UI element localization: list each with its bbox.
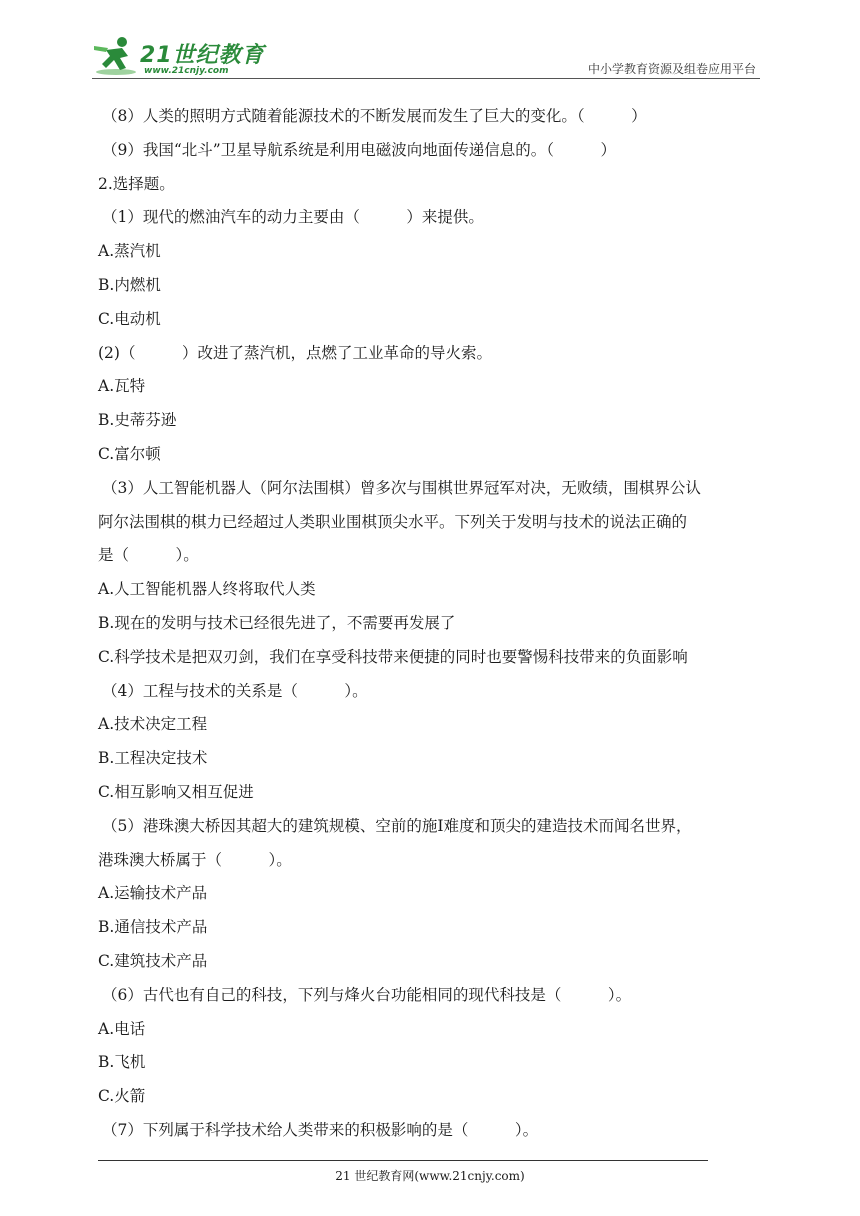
- question-2-option-b: B.史蒂芬逊: [98, 411, 177, 430]
- question-6-option-a: A.电话: [98, 1019, 146, 1038]
- page-header: [92, 30, 760, 80]
- question-5-option-c: C.建筑技术产品: [98, 951, 208, 970]
- question-1-stem: （1）现代的燃油汽车的动力主要由（ ）来提供。: [102, 208, 484, 227]
- question-3-option-b: B.现在的发明与技术已经很先进了，不需要再发展了: [98, 613, 456, 632]
- question-6-stem: （6）古代也有自己的科技，下列与烽火台功能相同的现代科技是（ ）。: [102, 985, 632, 1004]
- question-5-option-b: B.通信技术产品: [98, 918, 208, 937]
- question-1-option-b: B.内燃机: [98, 275, 161, 294]
- question-2-option-c: C.富尔顿: [98, 444, 161, 463]
- question-3-stem-line-3: 是（ ）。: [98, 546, 199, 565]
- question-5-stem-line-2: 港珠澳大桥属于（ ）。: [98, 850, 292, 869]
- question-4-option-a: A.技术决定工程: [98, 715, 208, 734]
- question-3-stem-line-1: （3）人工智能机器人（阿尔法围棋）曾多次与围棋世界冠军对决，无败绩，围棋界公认: [102, 478, 701, 497]
- runner-logo-icon: [92, 34, 140, 78]
- question-1-option-c: C.电动机: [98, 309, 161, 328]
- question-6-option-c: C.火箭: [98, 1087, 146, 1106]
- document-body: [98, 100, 768, 1148]
- question-4-option-c: C.相互影响又相互促进: [98, 782, 254, 801]
- footer-link[interactable]: 21 世纪教育网(www.21cnjy.com): [335, 1169, 525, 1183]
- logo-text: 21世纪教育: [140, 43, 265, 68]
- question-9-true-false: （9）我国“北斗”卫星导航系统是利用电磁波向地面传递信息的。（ ）: [102, 140, 616, 159]
- logo-url: www.21cnjy.com: [144, 66, 229, 76]
- site-logo[interactable]: [92, 34, 282, 78]
- question-3-option-a: A.人工智能机器人终将取代人类: [98, 580, 316, 599]
- section-heading-choice: 2.选择题。: [98, 174, 175, 193]
- question-4-option-b: B.工程决定技术: [98, 749, 208, 768]
- question-7-stem: （7）下列属于科学技术给人类带来的积极影响的是（ ）。: [102, 1120, 539, 1139]
- question-6-option-b: B.飞机: [98, 1053, 146, 1072]
- question-1-option-a: A.蒸汽机: [98, 242, 161, 261]
- question-3-option-c: C.科学技术是把双刃剑，我们在享受科技带来便捷的同时也要警惕科技带来的负面影响: [98, 647, 688, 666]
- question-3-stem-line-2: 阿尔法围棋的棋力已经超过人类职业围棋顶尖水平。下列关于发明与技术的说法正确的: [98, 512, 688, 531]
- question-5-option-a: A.运输技术产品: [98, 884, 208, 903]
- question-2-option-a: A.瓦特: [98, 377, 146, 396]
- question-2-stem: (2)（ ）改进了蒸汽机，点燃了工业革命的导火索。: [98, 343, 492, 362]
- question-8-true-false: （8）人类的照明方式随着能源技术的不断发展而发生了巨大的变化。（ ）: [102, 107, 647, 125]
- question-5-stem-line-1: （5）港珠澳大桥因其超大的建筑规模、空前的施Ⅰ难度和顶尖的建造技术而闻名世界，: [102, 816, 692, 835]
- footer-divider: [98, 1160, 708, 1161]
- question-4-stem: （4）工程与技术的关系是（ ）。: [102, 681, 368, 700]
- site-title: 中小学教育资源及组卷应用平台: [587, 62, 756, 76]
- header-divider: [92, 78, 760, 79]
